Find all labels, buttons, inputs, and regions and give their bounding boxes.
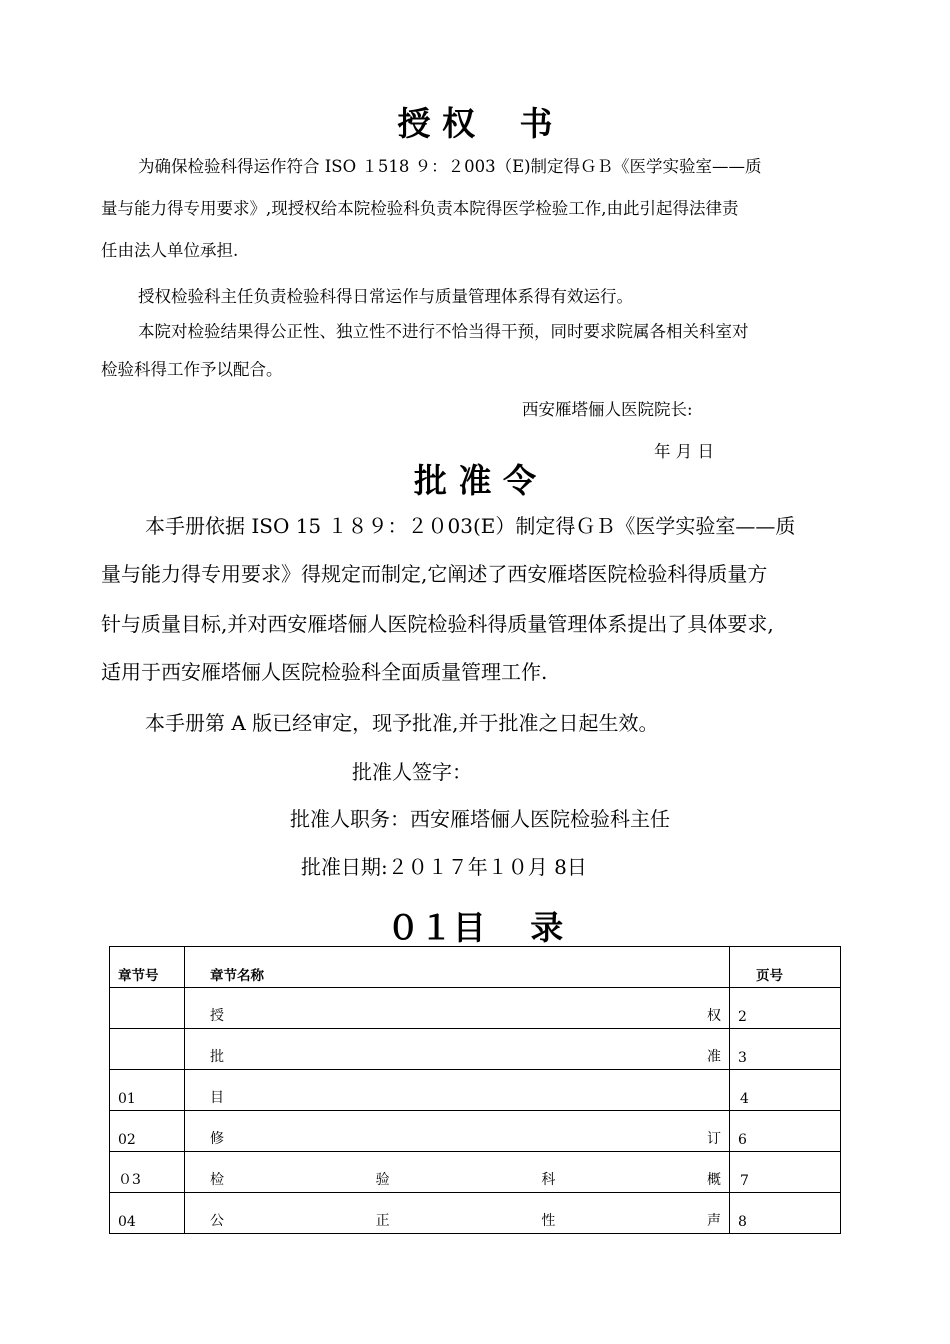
approval-line-4: 适用于西安雁塔俪人医院检验科全面质量管理工作. [101,660,548,684]
toc-name-char: 性 [541,1213,556,1229]
toc-page: 2 [738,1009,747,1025]
approval-date: 批准日期:２０１７年１０月 8日 [301,855,587,879]
toc-header-name: 章节名称 [210,968,264,984]
approval-line-1: 本手册依据 ISO 15 １８９：２０03(E）制定得ＧＢ《医学实验室——质 [145,514,796,538]
toc-name-char: 订 [707,1131,721,1147]
toc-name-char: 科 [541,1172,556,1188]
toc-name-char: 概 [706,1172,721,1188]
authorization-line-4: 授权检验科主任负责检验科得日常运作与质量管理体系得有效运行。 [138,287,633,306]
toc-header-page: 页号 [756,968,783,984]
toc-page: 3 [738,1050,747,1066]
toc-page: 6 [738,1132,747,1148]
authorization-date: 年 月 日 [654,442,714,461]
toc-name-char: 批 [210,1049,224,1065]
toc-name-char: 正 [375,1213,390,1229]
toc-name-char: 准 [707,1049,721,1065]
toc-name-char: 公 [210,1213,224,1229]
toc-header-chapter: 章节号 [118,968,159,984]
toc-row[interactable] [110,1070,841,1111]
toc-page: 7 [740,1173,749,1189]
toc-chapter: 04 [118,1214,136,1230]
authorization-line-2: 量与能力得专用要求》,现授权给本院检验科负责本院得医学检验工作,由此引起得法律责 [101,199,739,218]
toc-page: 8 [738,1214,747,1230]
toc-name-char: 目 [210,1090,224,1106]
toc-header-row [110,947,841,988]
approval-line-3: 针与质量目标,并对西安雁塔俪人医院检验科得质量管理体系提出了具体要求, [101,612,774,636]
approval-line-2: 量与能力得专用要求》得规定而制定,它阐述了西安雁塔医院检验科得质量方 [101,562,768,586]
toc-row[interactable] [110,1193,841,1234]
authorization-line-5: 本院对检验结果得公正性、独立性不进行不恰当得干预，同时要求院属各相关科室对 [138,322,749,341]
toc-name-char: 授 [210,1008,224,1024]
toc-name-char: 修 [210,1131,224,1147]
toc-row[interactable] [110,1152,841,1193]
toc-name-char: 验 [375,1172,390,1188]
approval-position: 批准人职务：西安雁塔俪人医院检验科主任 [290,807,670,831]
approval-signature: 批准人签字： [352,760,472,784]
toc-row[interactable] [110,1111,841,1152]
authorization-line-1: 为确保检验科得运作符合 ISO １518 ９：２003（E)制定得ＧＢ《医学实验室——质 [138,157,762,176]
toc-title: ０１目 录 [386,908,564,947]
authorization-line-6: 检验科得工作予以配合。 [101,360,283,379]
toc-name-char: 检 [210,1172,224,1188]
toc-name-char: 声 [706,1213,721,1229]
toc-chapter: 01 [118,1091,136,1107]
authorization-title: 授 权 书 [397,104,553,143]
authorization-line-3: 任由法人单位承担. [101,241,239,260]
toc-chapter: ０3 [118,1172,141,1188]
approval-line-5: 本手册第 A 版已经审定，现予批准,并于批准之日起生效。 [145,711,659,735]
authorization-signer: 西安雁塔俪人医院院长: [522,400,693,419]
toc-table [109,946,841,1234]
toc-row[interactable] [110,988,841,1029]
toc-row[interactable] [110,1029,841,1070]
toc-chapter: 02 [118,1132,136,1148]
approval-title: 批 准 令 [414,461,536,500]
toc-name-char: 权 [707,1008,721,1024]
toc-page: 4 [740,1091,749,1107]
